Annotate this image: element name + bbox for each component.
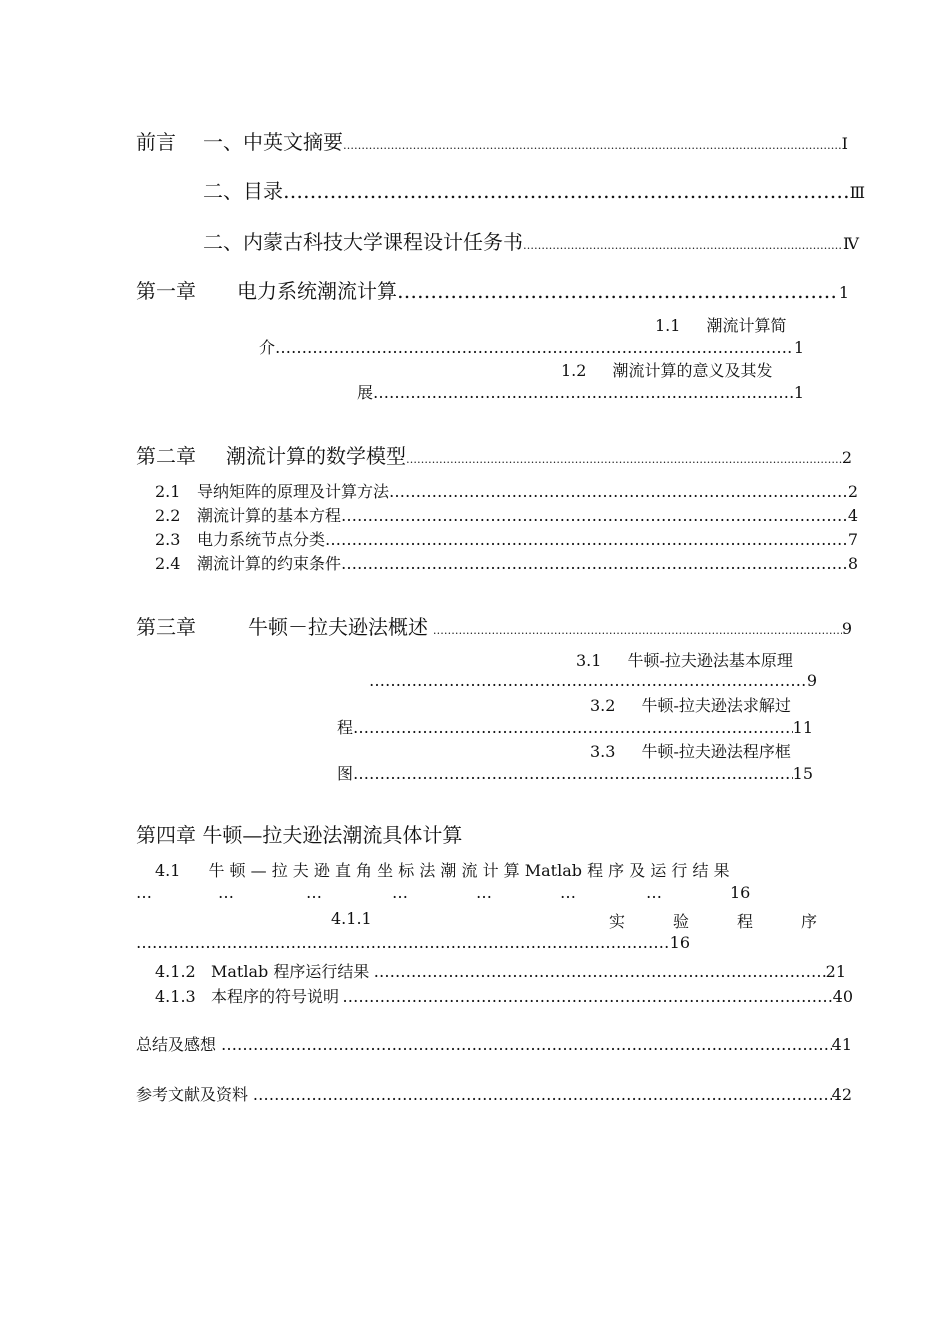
entry-page: 40: [832, 987, 853, 1006]
entry-page: 1: [793, 383, 804, 402]
section-number: 4.1.2: [155, 962, 196, 981]
entry-page: 8: [847, 554, 858, 573]
toc-entry-1-2[interactable]: [357, 380, 804, 403]
section-title: 牛顿-拉夫逊法程序框: [641, 742, 791, 761]
entry-page: 1: [838, 283, 849, 302]
dot-leader: [397, 279, 839, 303]
dot-leader: [523, 239, 843, 252]
section-3-2-head: [590, 693, 791, 716]
toc-entry-contents[interactable]: [203, 175, 865, 204]
dot-leader: …: [646, 883, 662, 902]
toc-entry-1-1[interactable]: [259, 335, 804, 358]
preface-label: 前言: [136, 130, 176, 154]
section-title: 牛顿-拉夫逊法基本原理: [627, 651, 793, 670]
entry-page: 16: [669, 933, 690, 952]
section-number: 1.1: [655, 316, 681, 335]
section-title-char: 序: [801, 912, 818, 931]
dot-leader: [374, 962, 826, 981]
entry-page: 15: [792, 764, 813, 783]
section-number: 2.2: [155, 506, 181, 525]
entry-title: 总结及感想: [136, 1035, 217, 1054]
toc-entry-2-2[interactable]: [155, 503, 858, 526]
entry-page: 16: [730, 883, 751, 902]
toc-entry-2-4[interactable]: [155, 551, 858, 574]
dot-leader: [253, 1085, 832, 1104]
entry-title: 电力系统节点分类: [197, 530, 326, 549]
section-number: 4.1.3: [155, 987, 196, 1006]
chapter2-label: 第二章: [136, 444, 196, 468]
section-title: 牛顿-拉夫逊法求解过: [641, 696, 791, 715]
dot-leader: [275, 338, 794, 357]
entry-title: Matlab 程序运行结果: [211, 962, 370, 981]
entry-title: 介: [259, 338, 276, 357]
entry-page: 4: [847, 506, 858, 525]
entry-page: 21: [825, 962, 846, 981]
toc-entry-4-1-3[interactable]: [155, 984, 853, 1007]
section-title: 牛 顿 — 拉 夫 逊 直 角 坐 标 法 潮 流 计 算 Matlab 程 序 及 运 行 结 果: [208, 861, 730, 880]
section-number: 3.3: [590, 742, 616, 761]
toc-entry-chapter2[interactable]: [226, 440, 852, 469]
chapter4-heading[interactable]: 第四章 牛顿—拉夫逊法潮流具体计算: [136, 823, 463, 847]
entry-page: 1: [793, 338, 804, 357]
dot-leader: …: [560, 883, 576, 902]
dot-leader: [343, 139, 842, 152]
toc-entry-2-1[interactable]: [155, 479, 858, 502]
toc-entry-4-1-1[interactable]: [136, 933, 690, 952]
dot-leader: [341, 506, 848, 525]
toc-entry-task[interactable]: [203, 226, 859, 255]
entry-page: I: [841, 134, 848, 153]
dot-leader: [389, 482, 848, 501]
section-number: 4.1: [155, 861, 181, 880]
dot-leader: …: [392, 883, 408, 902]
toc-entry-3-1[interactable]: [369, 671, 817, 690]
entry-page: Ⅳ: [843, 234, 859, 253]
entry-page: 2: [847, 482, 858, 501]
toc-entry-3-2[interactable]: [337, 715, 813, 738]
section-4-1-head: [155, 858, 730, 881]
entry-title: 潮流计算的基本方程: [197, 506, 342, 525]
dot-leader: …: [136, 883, 152, 902]
dot-leader: [325, 530, 848, 549]
entry-title: 潮流计算的约束条件: [197, 554, 342, 573]
section-title-char: 验: [673, 912, 690, 931]
entry-page: 42: [831, 1085, 852, 1104]
section-title-char: 程: [737, 912, 754, 931]
entry-title: 本程序的符号说明: [211, 987, 340, 1006]
dot-leader: [353, 764, 793, 783]
entry-title: 牛顿－拉夫逊法概述: [248, 615, 428, 639]
dot-leader: [283, 179, 850, 203]
section-1-2-head: [561, 358, 772, 381]
section-number: 3.1: [576, 651, 602, 670]
dot-leader: [136, 933, 670, 952]
toc-entry-4-1-2[interactable]: [155, 959, 846, 982]
dot-leader: [369, 671, 807, 690]
entry-title: 二、内蒙古科技大学课程设计任务书: [203, 230, 523, 254]
section-title: 潮流计算简: [706, 316, 787, 335]
section-number: 1.2: [561, 361, 587, 380]
entry-page: 7: [847, 530, 858, 549]
chapter1-label: 第一章: [136, 279, 196, 303]
dot-leader: …: [218, 883, 234, 902]
section-title: 潮流计算的意义及其发: [612, 361, 773, 380]
section-number: 2.1: [155, 482, 181, 501]
entry-title: 导纳矩阵的原理及计算方法: [197, 482, 390, 501]
section-1-1-head: [655, 313, 786, 336]
toc-entry-2-3[interactable]: [155, 527, 858, 550]
entry-page: 2: [841, 448, 852, 467]
toc-entry-references[interactable]: [136, 1082, 852, 1105]
section-4-1-1-head: [331, 909, 821, 931]
section-number: 2.4: [155, 554, 181, 573]
section-3-3-head: [590, 739, 791, 762]
section-number: 4.1.1: [331, 909, 372, 928]
toc-entry-chapter1[interactable]: [237, 275, 849, 304]
dot-leader: [221, 1035, 832, 1054]
section-number: 2.3: [155, 530, 181, 549]
entry-title: 二、目录: [203, 179, 283, 203]
dot-leader: [373, 383, 794, 402]
section-number: 3.2: [590, 696, 616, 715]
section-title-char: 实: [609, 912, 626, 931]
entry-page: Ⅲ: [849, 183, 865, 202]
entry-page: 11: [792, 718, 813, 737]
entry-title: 潮流计算的数学模型: [226, 444, 406, 468]
toc-entry-abstract[interactable]: [203, 126, 848, 155]
entry-title: 程: [337, 718, 354, 737]
entry-page: 41: [831, 1035, 852, 1054]
entry-page: 9: [806, 671, 817, 690]
entry-title: 电力系统潮流计算: [237, 279, 397, 303]
dot-leader: …: [476, 883, 492, 902]
entry-title: 一、中英文摘要: [203, 130, 343, 154]
chapter3-label: 第三章: [136, 615, 196, 639]
dot-leader: …: [306, 883, 322, 902]
dot-leader: [341, 554, 848, 573]
dot-leader: [342, 987, 832, 1006]
dot-leader: [433, 624, 842, 637]
toc-entry-3-3[interactable]: [337, 761, 813, 784]
entry-title: 展: [357, 383, 374, 402]
entry-title: 图: [337, 764, 354, 783]
dot-leader: [353, 718, 793, 737]
toc-entry-chapter3[interactable]: [248, 611, 852, 640]
toc-entry-summary[interactable]: [136, 1032, 852, 1055]
section-3-1-head: [576, 648, 793, 671]
entry-title: 参考文献及资料: [136, 1085, 249, 1104]
entry-page: 9: [841, 619, 852, 638]
dot-leader: [406, 453, 842, 466]
